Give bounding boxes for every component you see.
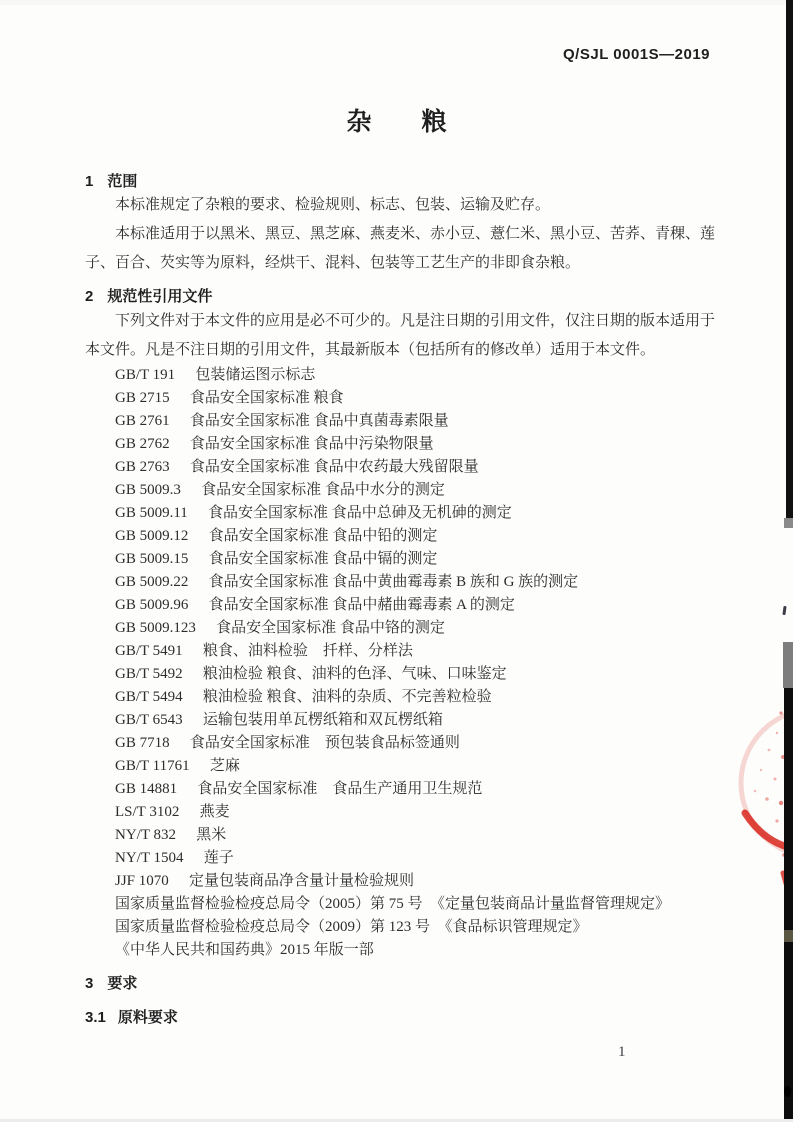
reference-title: 莲子 (203, 850, 234, 866)
reference-item (115, 571, 715, 594)
reference-code: GB 5009.12 (115, 528, 189, 544)
reference-title: 《中华人民共和国药典》2015 年版一部 (115, 942, 374, 958)
reference-title: 国家质量监督检验检疫总局令（2005）第 75 号 《定量包装商品计量监督管理规定》 (115, 896, 671, 912)
section-number: 1 (85, 173, 94, 190)
reference-item (115, 502, 715, 525)
reference-title: 国家质量监督检验检疫总局令（2009）第 123 号 《食品标识管理规定》 (115, 919, 588, 935)
reference-item (115, 893, 715, 916)
scan-edge-strip (786, 0, 793, 518)
reference-code: GB 7718 (115, 735, 170, 751)
section-number: 2 (85, 288, 94, 305)
reference-item (115, 709, 715, 732)
reference-item (115, 755, 715, 778)
reference-title: 食品安全国家标准 食品中水分的测定 (201, 482, 445, 498)
reference-title: 食品安全国家标准 食品中铅的测定 (208, 528, 438, 544)
section-1-heading (85, 170, 715, 191)
references-intro: 下列文件对于本文件的应用是必不可少的。凡是注日期的引用文件，仅注日期的版本适用于本文件。凡是不注日期的引用文件，其最新版本（包括所有的修改单）适用于本文件。 (85, 313, 716, 358)
reference-code: GB 2761 (115, 413, 170, 429)
reference-title: 食品安全国家标准 食品中赭曲霉毒素 A 的测定 (208, 597, 515, 613)
reference-title: 运输包装用单瓦楞纸箱和双瓦楞纸箱 (202, 712, 443, 728)
reference-code: LS/T 3102 (115, 804, 180, 820)
reference-item (115, 594, 715, 617)
reference-title: 粮油检验 粮食、油料的杂质、不完善粒检验 (202, 689, 492, 705)
section-3-heading (85, 972, 715, 993)
reference-code: GB 5009.22 (115, 574, 189, 590)
document-number: Q/SJL 0001S—2019 (563, 46, 710, 63)
reference-item (115, 456, 715, 479)
reference-item (115, 433, 715, 456)
reference-title: 食品安全国家标准 食品生产通用卫生规范 (197, 781, 483, 797)
reference-code: GB 2763 (115, 459, 170, 475)
reference-title: 芝麻 (209, 758, 240, 774)
page-title: 杂 粮 (346, 108, 447, 136)
reference-item (115, 778, 715, 801)
reference-code: GB/T 5491 (115, 643, 183, 659)
reference-item (115, 801, 715, 824)
section-3-1-heading (85, 1006, 715, 1027)
reference-item (115, 939, 715, 962)
reference-title: 黑米 (196, 827, 227, 843)
reference-item (115, 732, 715, 755)
section-title: 要求 (107, 975, 138, 992)
scan-speck-artifact (782, 606, 786, 615)
reference-item (115, 916, 715, 939)
reference-code: GB 5009.3 (115, 482, 181, 498)
reference-item (115, 525, 715, 548)
section-title: 规范性引用文件 (107, 288, 213, 305)
reference-code: GB 5009.11 (115, 505, 188, 521)
scan-top-edge (0, 0, 793, 5)
reference-item (115, 364, 715, 387)
reference-title: 粮油检验 粮食、油料的色泽、气味、口味鉴定 (202, 666, 507, 682)
section-number: 3 (85, 975, 94, 992)
reference-code: NY/T 832 (115, 827, 176, 843)
reference-code: GB 2715 (115, 390, 170, 406)
scope-paragraph-2: 本标准适用于以黑米、黑豆、黑芝麻、燕麦米、赤小豆、薏仁米、黑小豆、苦荞、青稞、莲子、百合、芡实等为原料，经烘干、混料、包装等工艺生产的非即食杂粮。 (85, 226, 716, 271)
reference-code: NY/T 1504 (115, 850, 184, 866)
reference-title: 食品安全国家标准 预包装食品标签通则 (189, 735, 460, 751)
reference-code: GB 14881 (115, 781, 178, 797)
page-number: 1 (618, 1044, 626, 1060)
reference-item (115, 640, 715, 663)
reference-item (115, 847, 715, 870)
reference-title: 燕麦 (199, 804, 230, 820)
reference-title: 食品安全国家标准 食品中农药最大残留限量 (189, 459, 479, 475)
reference-code: GB 5009.15 (115, 551, 189, 567)
reference-code: GB/T 5494 (115, 689, 183, 705)
reference-code: GB/T 5492 (115, 666, 183, 682)
reference-code: GB/T 191 (115, 367, 176, 383)
reference-code: GB/T 6543 (115, 712, 183, 728)
reference-title: 食品安全国家标准 食品中黄曲霉毒素 B 族和 G 族的测定 (208, 574, 579, 590)
reference-title: 食品安全国家标准 食品中铬的测定 (216, 620, 445, 636)
reference-item (115, 824, 715, 847)
reference-item (115, 663, 715, 686)
scan-dot-artifact (784, 1086, 791, 1097)
reference-title: 食品安全国家标准 粮食 (189, 390, 344, 406)
reference-title: 包装储运图示标志 (195, 367, 316, 383)
reference-title: 粮食、油料检验 扦样、分样法 (202, 643, 413, 659)
scan-edge-strip (783, 642, 793, 688)
section-2-heading (85, 285, 715, 306)
reference-title: 食品安全国家标准 食品中总砷及无机砷的测定 (208, 505, 512, 521)
reference-list (85, 364, 715, 962)
reference-item (115, 548, 715, 571)
scan-edge-artifact (784, 930, 793, 942)
section-title: 范围 (107, 173, 138, 190)
subsection-title: 原料要求 (117, 1009, 178, 1026)
reference-code: GB 5009.123 (115, 620, 196, 636)
reference-item (115, 410, 715, 433)
reference-code: GB 2762 (115, 436, 170, 452)
reference-code: GB 5009.96 (115, 597, 189, 613)
reference-item (115, 686, 715, 709)
scan-edge-strip (784, 688, 793, 1122)
reference-code: JJF 1070 (115, 873, 169, 889)
reference-item (115, 870, 715, 893)
reference-title: 食品安全国家标准 食品中镉的测定 (208, 551, 438, 567)
scan-edge-artifact (784, 518, 793, 528)
reference-title: 定量包装商品净含量计量检验规则 (189, 873, 415, 889)
reference-title: 食品安全国家标准 食品中真菌毒素限量 (189, 413, 449, 429)
reference-title: 食品安全国家标准 食品中污染物限量 (189, 436, 434, 452)
reference-code: GB/T 11761 (115, 758, 190, 774)
reference-item (115, 387, 715, 410)
reference-item (115, 617, 715, 640)
scope-paragraph-1: 本标准规定了杂粮的要求、检验规则、标志、包装、运输及贮存。 (115, 197, 551, 213)
subsection-number: 3.1 (85, 1009, 106, 1026)
reference-item (115, 479, 715, 502)
